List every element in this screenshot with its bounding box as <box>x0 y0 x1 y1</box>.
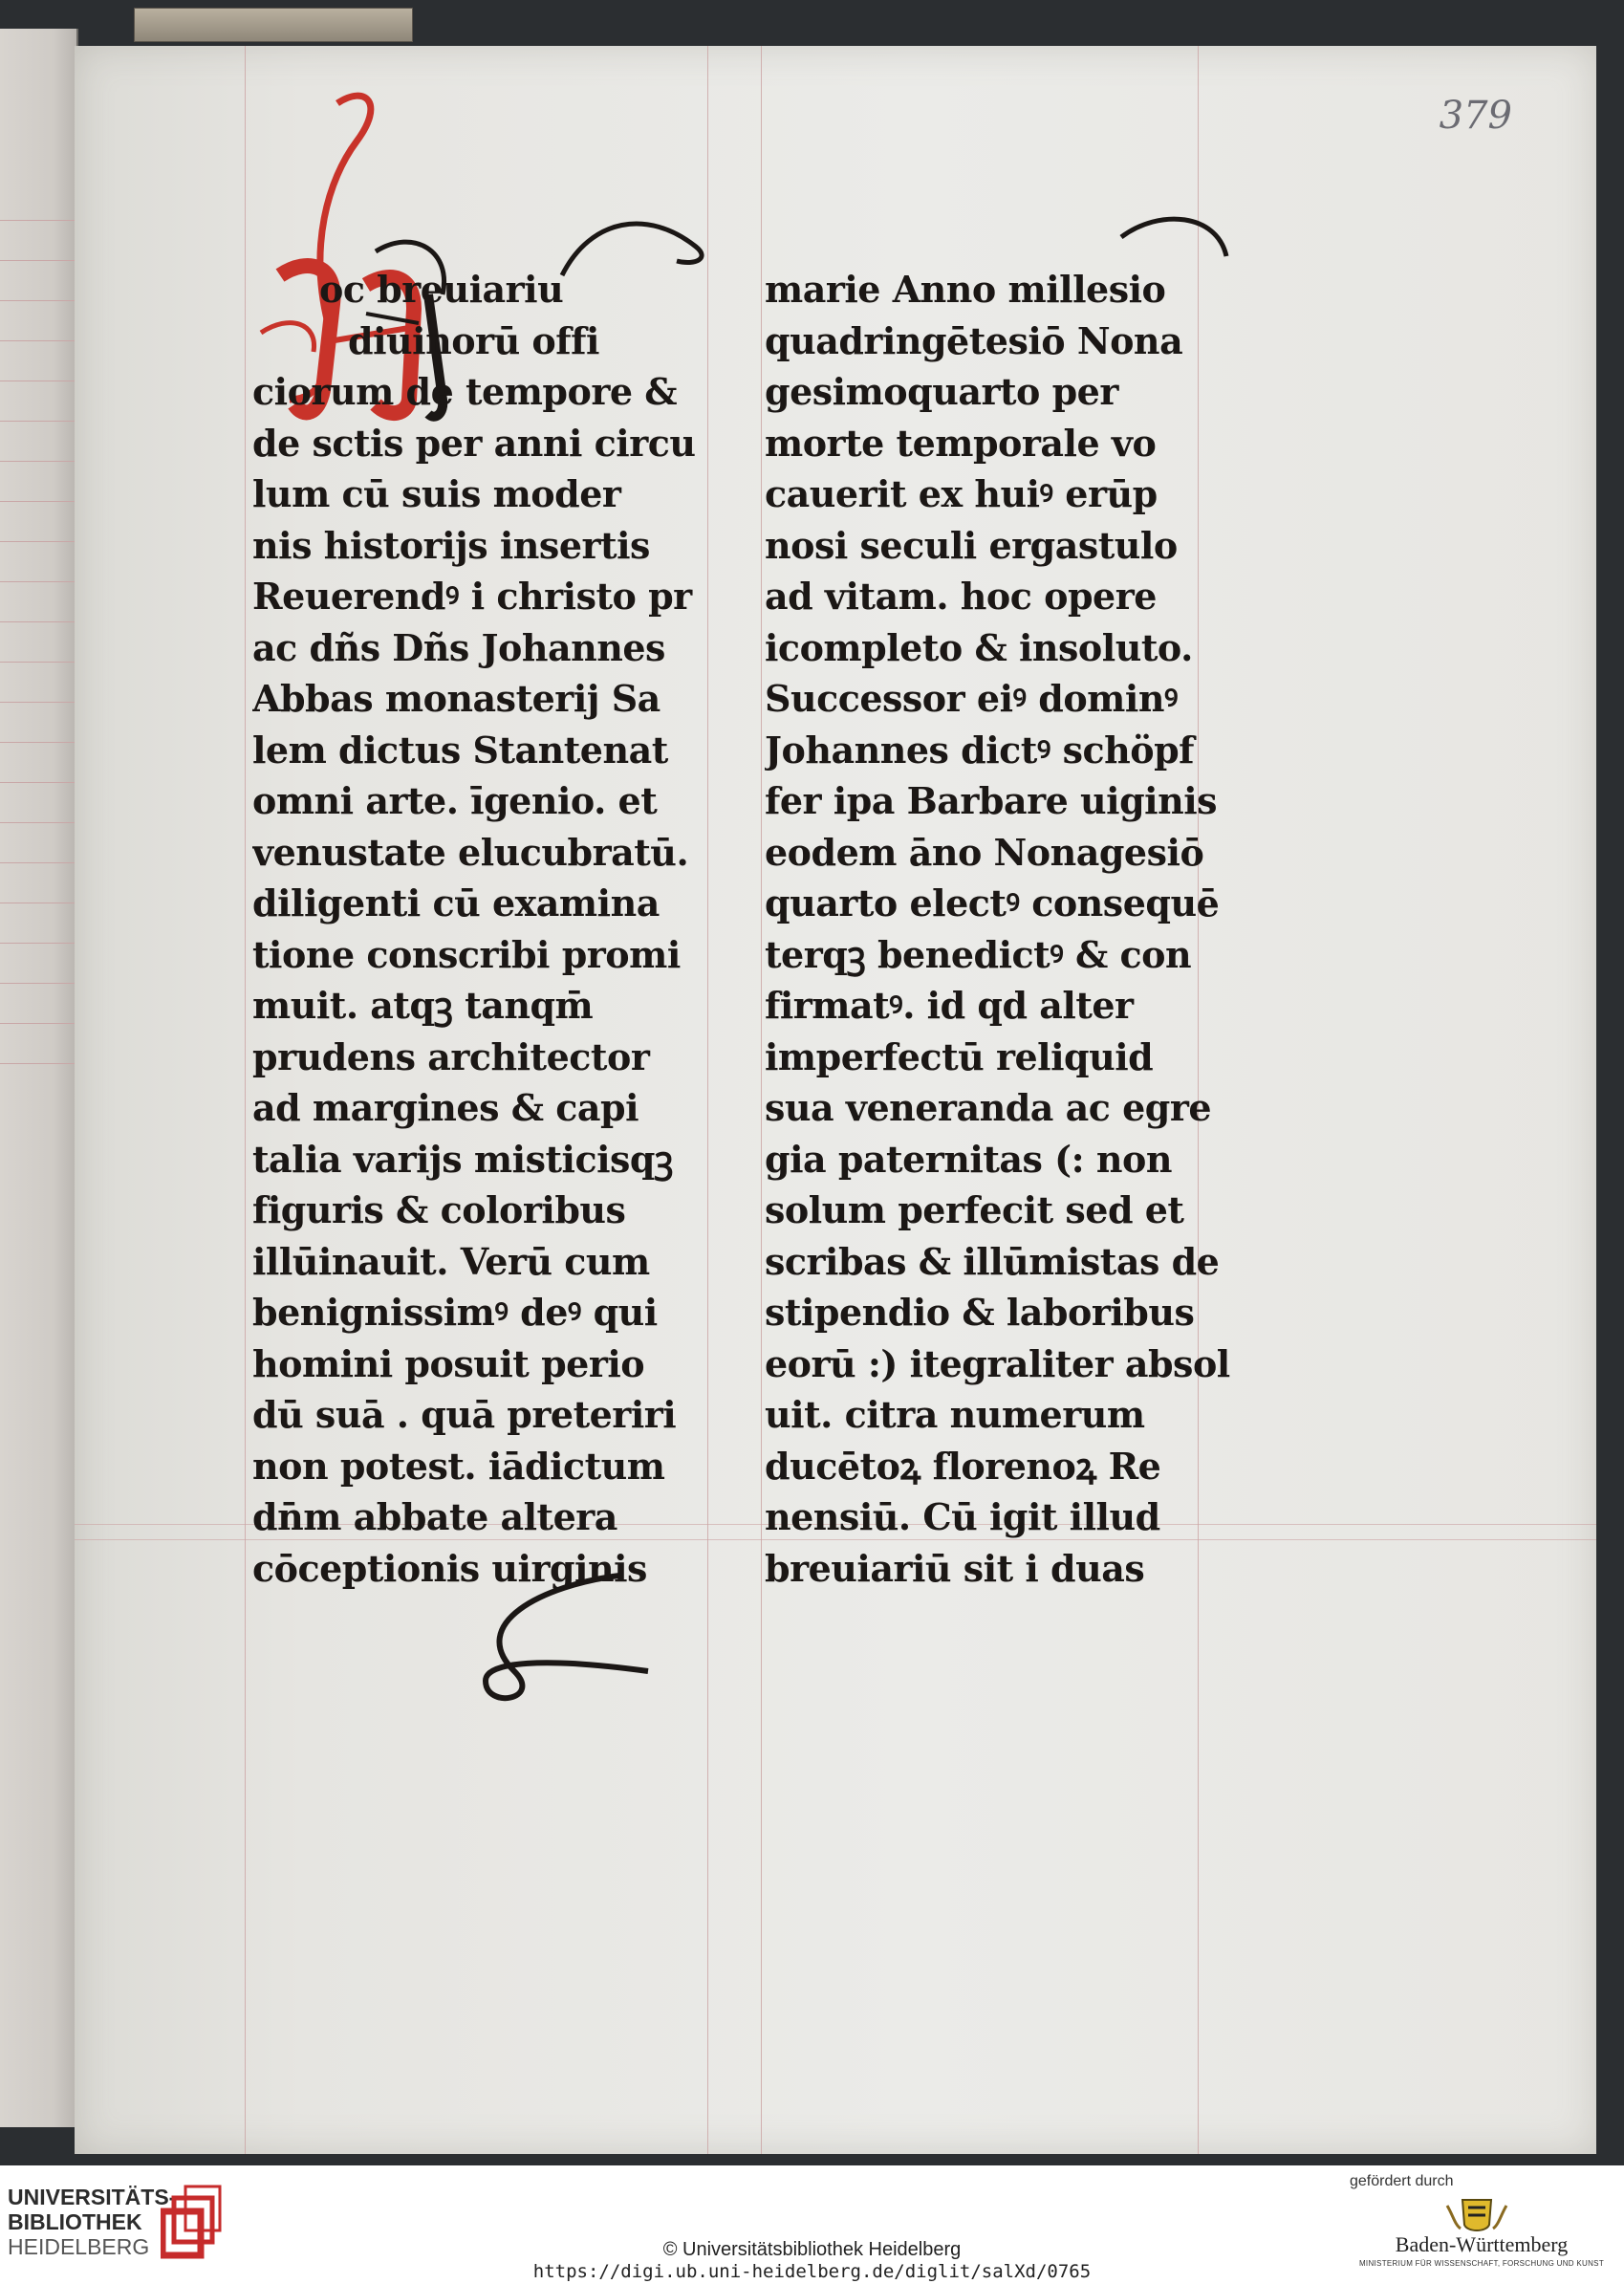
previous-page-rule <box>0 621 76 622</box>
previous-page-rule <box>0 421 76 422</box>
manuscript-line: gia paternitas (: non <box>765 1137 1172 1181</box>
manuscript-line: non potest. iādictum <box>252 1444 665 1488</box>
manuscript-line: de sctis per anni circu <box>252 421 696 465</box>
previous-page-rule <box>0 1063 76 1064</box>
previous-page-rule <box>0 702 76 703</box>
manuscript-line: muit. atqꝫ tanqm̄ <box>252 984 594 1027</box>
manuscript-line: ad margines & capi <box>252 1086 639 1129</box>
manuscript-line: Johannes dictꝰ schöpf <box>765 728 1194 772</box>
previous-page-rule <box>0 340 76 341</box>
manuscript-line: icompleto & insoluto. <box>765 625 1193 669</box>
previous-page-rule <box>0 541 76 542</box>
manuscript-line: imperfectū reliquid <box>765 1034 1154 1078</box>
library-name-line3: HEIDELBERG <box>8 2234 150 2259</box>
manuscript-line: quadringētesiō Nona <box>765 318 1183 362</box>
text-column-right <box>765 264 1338 1594</box>
manuscript-page <box>75 46 1596 2154</box>
previous-page-rule <box>0 260 76 261</box>
manuscript-line: oc breuiariu <box>319 268 564 311</box>
sponsor-ministry: MINISTERIUM FÜR WISSENSCHAFT, FORSCHUNG UND KUNST <box>1358 2259 1605 2268</box>
manuscript-line: sua veneranda ac egre <box>765 1086 1212 1129</box>
baden-wuerttemberg-crest-icon <box>1443 2196 1510 2236</box>
manuscript-line: morte temporale vo <box>765 421 1157 465</box>
manuscript-line: terqꝫ benedictꝰ & con <box>765 932 1192 976</box>
manuscript-line: lem dictus Stantenat <box>252 728 668 772</box>
previous-page-rule <box>0 782 76 783</box>
manuscript-line: omni arte. īgenio. et <box>252 779 658 822</box>
bookmark-tab <box>134 8 413 42</box>
manuscript-line: gesimoquarto per <box>765 370 1118 413</box>
manuscript-line: diligenti cū examina <box>252 881 660 924</box>
previous-page-rule <box>0 742 76 743</box>
manuscript-line: breuiariū sit i duas <box>765 1546 1145 1590</box>
library-name-line2: BIBLIOTHEK <box>8 2209 142 2234</box>
copyright-notice: © Universitätsbibliothek Heidelberg <box>662 2239 962 2260</box>
manuscript-line: diuinorū offi <box>348 318 599 362</box>
manuscript-line: Reuerendꝰ i christo pr <box>252 575 692 618</box>
manuscript-line: benignissimꝰ deꝰ qui <box>252 1291 658 1334</box>
previous-page-rule <box>0 943 76 944</box>
library-name-line1: UNIVERSITÄTS- <box>8 2185 177 2209</box>
manuscript-line: cauerit ex huiꝰ erūp <box>765 472 1158 515</box>
manuscript-line: stipendio & laboribus <box>765 1291 1195 1334</box>
manuscript-line: eodem āno Nonagesiō <box>765 830 1204 874</box>
manuscript-line: quarto electꝰ consequē <box>765 881 1220 924</box>
manuscript-line: uit. citra numerum <box>765 1393 1145 1436</box>
previous-page-rule <box>0 983 76 984</box>
manuscript-line: figuris & coloribus <box>252 1188 626 1231</box>
previous-page-rule <box>0 461 76 462</box>
previous-page-rule <box>0 862 76 863</box>
text-column-left <box>252 264 788 1594</box>
manuscript-line: ciorum de tempore & <box>252 370 678 413</box>
permalink-url[interactable]: https://digi.ub.uni-heidelberg.de/diglit/salXd/0765 <box>532 2261 1092 2282</box>
manuscript-line: prudens architector <box>252 1034 650 1078</box>
manuscript-line: ad vitam. hoc opere <box>765 575 1157 618</box>
manuscript-line: tione conscribi promi <box>252 932 681 976</box>
sponsor-block[interactable] <box>1348 2173 1615 2268</box>
footer-bar <box>0 2165 1624 2284</box>
manuscript-line: fer ipa Barbare uiginis <box>765 779 1218 822</box>
manuscript-line: dn̄m abbate altera <box>252 1495 617 1538</box>
previous-page-rule <box>0 822 76 823</box>
folio-number: 379 <box>1439 94 1512 138</box>
manuscript-line: venustate elucubratū. <box>252 830 689 874</box>
manuscript-line: firmatꝰ. id qd alter <box>765 984 1134 1027</box>
previous-page-rule <box>0 1023 76 1024</box>
sponsor-label: gefördert durch <box>1350 2173 1454 2189</box>
manuscript-line: illūinauit. Verū cum <box>252 1239 650 1283</box>
manuscript-line: dū suā . quā preteriri <box>252 1393 677 1436</box>
manuscript-line: lum cū suis moder <box>252 472 621 515</box>
manuscript-line: eorū :) itegraliter absol <box>765 1341 1230 1385</box>
previous-page-rule <box>0 662 76 663</box>
previous-page-rule <box>0 501 76 502</box>
previous-page-rule <box>0 300 76 301</box>
manuscript-line: nis historijs insertis <box>252 523 650 567</box>
previous-page-edge <box>0 29 78 2127</box>
sponsor-state: Baden-Württemberg <box>1395 2232 1569 2256</box>
manuscript-line: ac dñs Dñs Johannes <box>252 625 665 669</box>
manuscript-line: marie Anno millesio <box>765 268 1166 311</box>
manuscript-line: solum perfecit sed et <box>765 1188 1184 1231</box>
previous-page-rule <box>0 581 76 582</box>
manuscript-line: ducētoꝝ florenoꝝ Re <box>765 1444 1161 1488</box>
manuscript-line: Abbas monasterij Sa <box>252 677 660 720</box>
manuscript-line: homini posuit perio <box>252 1341 645 1385</box>
manuscript-line: talia varijs misticisqꝫ <box>252 1137 673 1181</box>
manuscript-line: nensiū. Cū igit illud <box>765 1495 1160 1538</box>
previous-page-rule <box>0 220 76 221</box>
manuscript-line: nosi seculi ergastulo <box>765 523 1178 567</box>
manuscript-line: scribas & illūmistas de <box>765 1239 1220 1283</box>
manuscript-line: Successor eiꝰ dominꝰ <box>765 677 1178 720</box>
manuscript-line: cōceptionis uirginis <box>252 1546 647 1590</box>
